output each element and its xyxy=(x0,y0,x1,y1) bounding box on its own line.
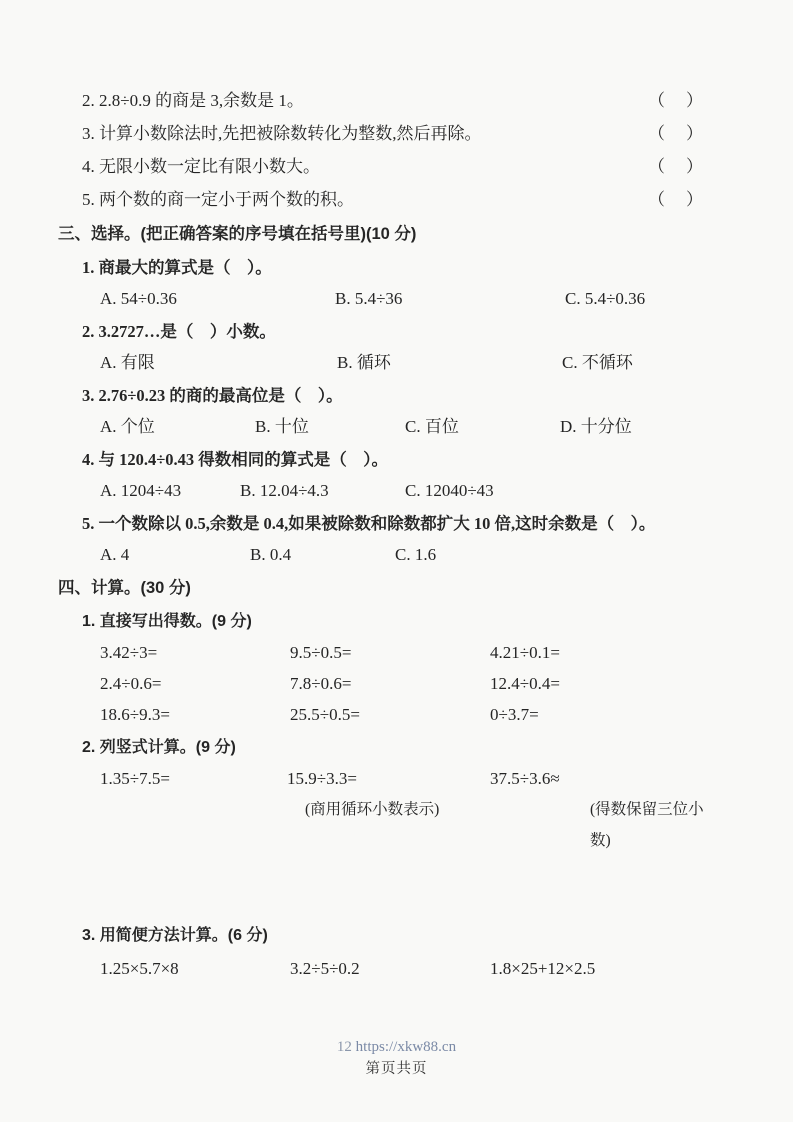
direct-calc-row xyxy=(100,668,705,699)
judge-item-text: 3. 计算小数除法时,先把被除数转化为整数,然后再除。 xyxy=(82,124,482,143)
option-b: B. 12.04÷4.3 xyxy=(240,481,329,500)
judge-item xyxy=(82,117,705,150)
calc-expression: 25.5÷0.5= xyxy=(290,705,360,724)
options-row xyxy=(100,475,705,506)
calc-expression: 9.5÷0.5= xyxy=(290,643,352,662)
page-footer xyxy=(0,1036,793,1080)
question-stem: 1. 商最大的算式是（ ）。 xyxy=(82,258,272,277)
judge-item-text: 2. 2.8÷0.9 的商是 3,余数是 1。 xyxy=(82,91,304,110)
section-header-calc: 四、计算。(30 分) xyxy=(58,579,191,597)
calc-expression: 2.4÷0.6= xyxy=(100,674,162,693)
subsection-direct-header: 1. 直接写出得数。(9 分) xyxy=(82,613,252,630)
question-stem: 3. 2.76÷0.23 的商的最高位是（ ）。 xyxy=(82,386,343,405)
note-spacer xyxy=(100,794,305,856)
calc-expression: 37.5÷3.6≈ xyxy=(490,769,560,788)
simple-calc-row xyxy=(100,953,705,984)
calc-expression: 15.9÷3.3= xyxy=(287,769,357,788)
choice-question-2 xyxy=(58,316,705,378)
question-stem: 4. 与 120.4÷0.43 得数相同的算式是（ ）。 xyxy=(82,450,389,469)
question-stem: 5. 一个数除以 0.5,余数是 0.4,如果被除数和除数都扩大 10 倍,这时余数是（ ）。 xyxy=(82,514,656,533)
option-b: B. 循环 xyxy=(337,353,391,372)
calc-expression: 7.8÷0.6= xyxy=(290,674,352,693)
options-row xyxy=(100,283,705,314)
option-d: D. 十分位 xyxy=(560,417,632,436)
option-a: A. 54÷0.36 xyxy=(100,289,177,308)
calc-expression: 3.2÷5÷0.2 xyxy=(290,959,360,978)
vertical-calc-row xyxy=(100,763,705,794)
calc-expression: 0÷3.7= xyxy=(490,705,539,724)
option-c: C. 不循环 xyxy=(562,353,633,372)
choice-question-4 xyxy=(58,444,705,506)
judge-item xyxy=(82,84,705,117)
calc-expression: 12.4÷0.4= xyxy=(490,674,560,693)
calc-note: (得数保留三位小数) xyxy=(590,801,704,849)
option-b: B. 0.4 xyxy=(250,545,292,564)
options-row xyxy=(100,347,705,378)
option-a: A. 个位 xyxy=(100,417,155,436)
subsection-vertical-header: 2. 列竖式计算。(9 分) xyxy=(82,739,236,756)
option-a: A. 4 xyxy=(100,545,130,564)
options-row xyxy=(100,411,705,442)
working-space xyxy=(58,856,705,918)
option-c: C. 12040÷43 xyxy=(405,481,494,500)
calc-expression: 1.35÷7.5= xyxy=(100,769,170,788)
vertical-calc-notes xyxy=(100,794,705,856)
section-header-choice: 三、选择。(把正确答案的序号填在括号里)(10 分) xyxy=(58,225,417,243)
question-stem: 2. 3.2727…是（ ）小数。 xyxy=(82,322,276,341)
option-c: C. 5.4÷0.36 xyxy=(565,289,646,308)
judge-item xyxy=(82,183,705,216)
option-c: C. 1.6 xyxy=(395,545,437,564)
choice-question-3 xyxy=(58,380,705,442)
judge-item-text: 4. 无限小数一定比有限小数大。 xyxy=(82,157,320,176)
subsection-simple-header: 3. 用简便方法计算。(6 分) xyxy=(82,927,268,944)
answer-bracket: （ ） xyxy=(648,124,705,143)
footer-page-number: 12 xyxy=(336,1039,352,1055)
direct-calc-row xyxy=(100,637,705,668)
options-row xyxy=(100,539,705,570)
calc-expression: 3.42÷3= xyxy=(100,643,158,662)
judge-item-text: 5. 两个数的商一定小于两个数的积。 xyxy=(82,190,354,209)
footer-page-label: 第页共页 xyxy=(365,1061,428,1077)
option-b: B. 5.4÷36 xyxy=(335,289,403,308)
calc-expression: 1.25×5.7×8 xyxy=(100,959,179,978)
judge-item xyxy=(82,150,705,183)
calc-expression: 18.6÷9.3= xyxy=(100,705,170,724)
calc-note: (商用循环小数表示) xyxy=(305,801,440,818)
calc-expression: 4.21÷0.1= xyxy=(490,643,560,662)
choice-question-5 xyxy=(58,508,705,570)
choice-question-1 xyxy=(58,252,705,314)
answer-bracket: （ ） xyxy=(648,157,705,176)
direct-calc-row xyxy=(100,699,705,730)
answer-bracket: （ ） xyxy=(648,91,705,110)
option-c: C. 百位 xyxy=(405,417,459,436)
calc-expression: 1.8×25+12×2.5 xyxy=(490,959,596,978)
footer-link-line xyxy=(0,1036,793,1058)
option-a: A. 有限 xyxy=(100,353,155,372)
option-a: A. 1204÷43 xyxy=(100,481,182,500)
option-b: B. 十位 xyxy=(255,417,309,436)
answer-bracket: （ ） xyxy=(648,190,705,209)
footer-link[interactable]: https://xkw88.cn xyxy=(355,1039,457,1055)
